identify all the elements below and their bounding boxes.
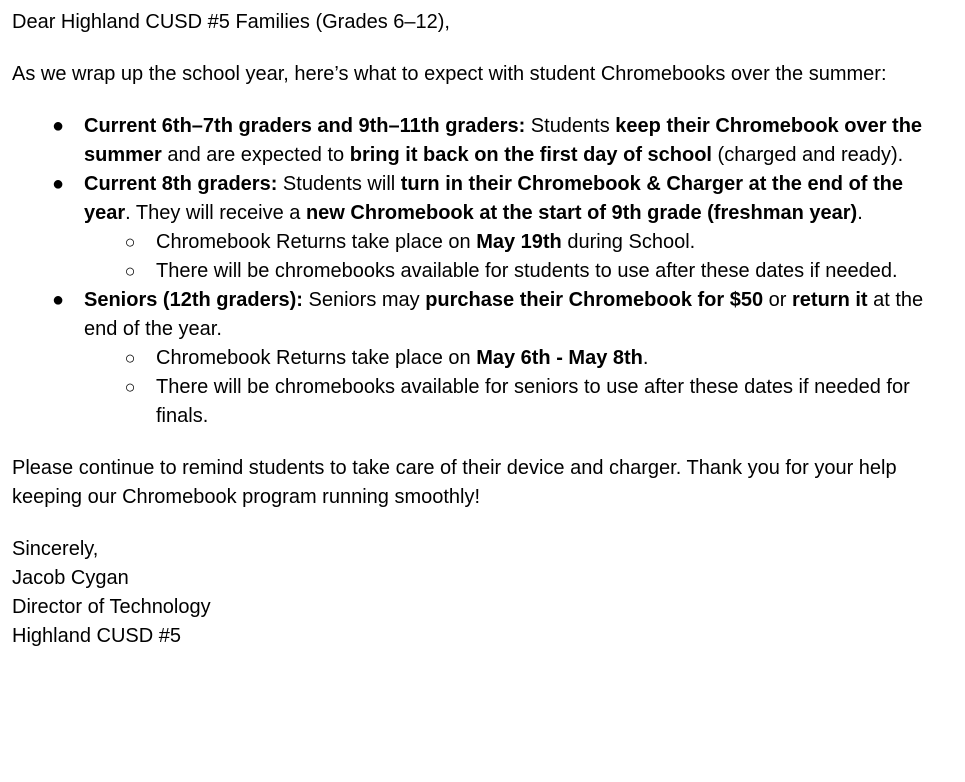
list-item [51, 112, 953, 170]
signature-title: Director of Technology [12, 596, 211, 618]
bold-text: May 19th [476, 231, 562, 253]
hollow-bullet-icon: ○ [124, 232, 136, 252]
sub-list-item [124, 344, 953, 373]
sub-list [84, 228, 953, 286]
text: Seniors may [302, 289, 426, 311]
hollow-bullet-icon: ○ [124, 348, 136, 368]
signature-organization: Highland CUSD #5 [12, 625, 181, 647]
list-item [51, 170, 953, 286]
bullet-icon: ● [51, 289, 65, 311]
text: Students will [277, 173, 401, 195]
text: . [857, 202, 863, 224]
sub-list-item [124, 373, 953, 431]
bold-text: new Chromebook at the start of 9th grade (freshman year) [305, 202, 858, 224]
sub-list-item [124, 257, 953, 286]
bullet-icon: ● [51, 173, 65, 195]
bold-text: Current 6th–7th graders and 9th–11th graders: [84, 115, 526, 137]
intro-paragraph: As we wrap up the school year, here’s what to expect with student Chromebooks over the summer: [12, 63, 887, 85]
list-item [51, 286, 953, 431]
hollow-bullet-icon: ○ [124, 261, 136, 281]
sub-list [84, 344, 953, 431]
sub-list-item [124, 228, 953, 257]
signature-name: Jacob Cygan [12, 567, 129, 589]
text: at the end of the year. [84, 289, 924, 340]
closing-paragraph: Please continue to remind students to take care of their device and charger. Thank you for your help keeping our Chromebook program running smoothly! [12, 457, 897, 508]
text: There will be chromebooks available for students to use after these dates if needed. [156, 260, 898, 282]
text: or [763, 289, 792, 311]
text: and are expected to [161, 144, 350, 166]
bold-text: return it [792, 289, 868, 311]
bold-text: bring it back on the first day of school [349, 144, 712, 166]
bold-text: keep their Chromebook over the summer [84, 115, 923, 166]
signature-salutation: Sincerely, [12, 538, 99, 560]
greeting: Dear Highland CUSD #5 Families (Grades 6–12), [12, 11, 450, 33]
text: Chromebook Returns take place on [156, 231, 477, 253]
signature-block [12, 535, 953, 651]
text: Students [525, 115, 616, 137]
hollow-bullet-icon: ○ [124, 377, 136, 397]
text: during School. [561, 231, 696, 253]
bullet-icon: ● [51, 115, 65, 137]
text: (charged and ready). [712, 144, 904, 166]
text: . [642, 347, 649, 369]
text: . They will receive a [125, 202, 306, 224]
bold-text: May 6th - May 8th [476, 347, 643, 369]
bold-text: purchase their Chromebook for $50 [425, 289, 764, 311]
text: There will be chromebooks available for seniors to use after these dates if needed for finals. [156, 376, 910, 427]
bold-text: Seniors (12th graders): [84, 289, 303, 311]
text: Chromebook Returns take place on [156, 347, 477, 369]
bold-text: Current 8th graders: [84, 173, 278, 195]
chromebook-policy-list [12, 112, 953, 431]
bold-text: turn in their Chromebook & Charger at the end of the year [84, 173, 904, 224]
